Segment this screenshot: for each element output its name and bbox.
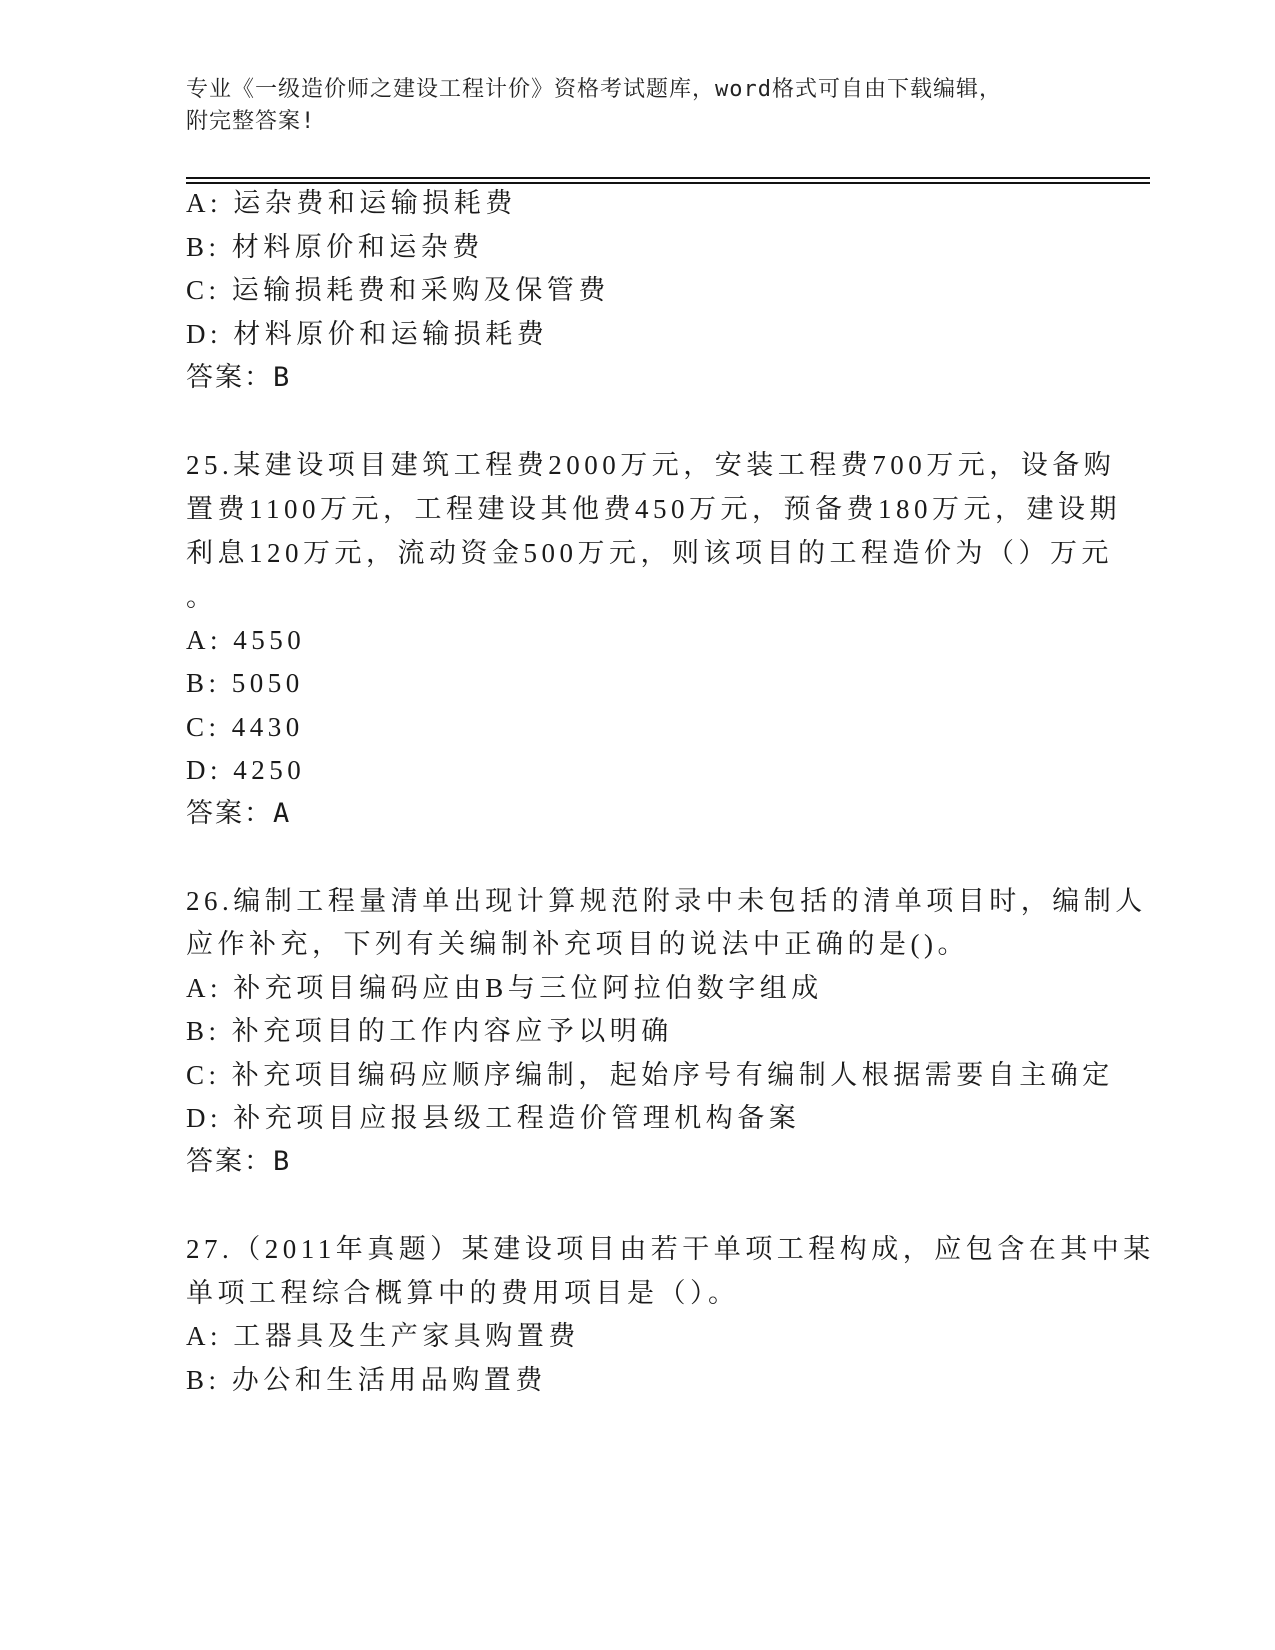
prev-option-b: B: 材料原价和运杂费 xyxy=(186,232,484,262)
q27-stem-line-2: 单项工程综合概算中的费用项目是（）。 xyxy=(186,1278,740,1308)
q25-stem-line-3: 利息120万元，流动资金500万元，则该项目的工程造价为（）万元 xyxy=(186,538,1113,568)
q25-option-c: C: 4430 xyxy=(186,712,304,742)
q25-option-a: A: 4550 xyxy=(186,625,306,655)
q26-option-c: C: 补充项目编码应顺序编制，起始序号有编制人根据需要自主确定 xyxy=(186,1060,1114,1090)
q26-stem-line-2: 应作补充，下列有关编制补充项目的说法中正确的是()。 xyxy=(186,929,969,959)
q26-stem-line-1: 26.编制工程量清单出现计算规范附录中未包括的清单项目时，编制人 xyxy=(186,886,1147,916)
q25-stem-line-4: 。 xyxy=(186,582,218,612)
q25-stem-line-2: 置费1100万元，工程建设其他费450万元，预备费180万元，建设期 xyxy=(186,494,1121,524)
q25-answer: 答案：A xyxy=(186,798,292,829)
q26-option-d: D: 补充项目应报县级工程造价管理机构备案 xyxy=(186,1103,801,1133)
header-line-2: 附完整答案! xyxy=(186,109,316,134)
header-divider-bottom xyxy=(186,182,1150,184)
q26-option-a: A: 补充项目编码应由B与三位阿拉伯数字组成 xyxy=(186,973,823,1003)
prev-answer: 答案：B xyxy=(186,362,292,393)
q25-option-d: D: 4250 xyxy=(186,755,306,785)
header-line-1: 专业《一级造价师之建设工程计价》资格考试题库，word格式可自由下载编辑， xyxy=(186,77,1002,102)
prev-option-a: A: 运杂费和运输损耗费 xyxy=(186,188,517,218)
q25-stem-line-1: 25.某建设项目建筑工程费2000万元，安装工程费700万元，设备购 xyxy=(186,450,1116,480)
page-header xyxy=(186,74,1066,138)
q27-option-b: B: 办公和生活用品购置费 xyxy=(186,1365,547,1395)
header-divider-top xyxy=(186,177,1150,179)
prev-option-d: D: 材料原价和运输损耗费 xyxy=(186,319,549,349)
q26-answer: 答案：B xyxy=(186,1146,292,1177)
q25-option-b: B: 5050 xyxy=(186,668,304,698)
q27-option-a: A: 工器具及生产家具购置费 xyxy=(186,1321,580,1351)
q27-stem-line-1: 27.（2011年真题）某建设项目由若干单项工程构成，应包含在其中某 xyxy=(186,1234,1155,1264)
q26-option-b: B: 补充项目的工作内容应予以明确 xyxy=(186,1016,673,1046)
prev-option-c: C: 运输损耗费和采购及保管费 xyxy=(186,275,610,305)
